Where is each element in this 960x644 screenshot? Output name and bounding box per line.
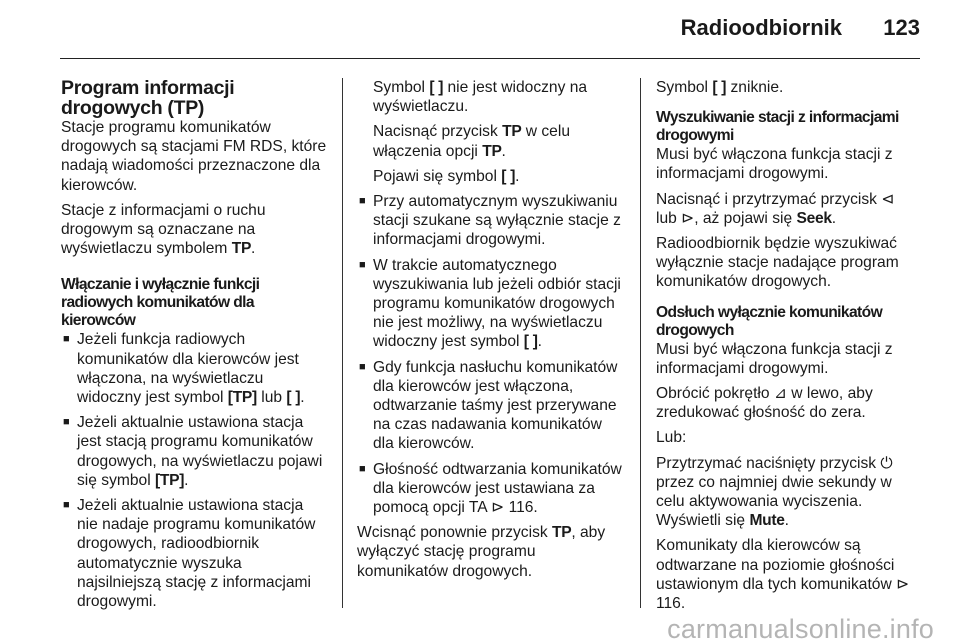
subsection-heading-onoff: Włączanie i wyłącznie funkcji radiowych komunikatów dla kierowców xyxy=(61,276,260,330)
watermark-text: carmanualsonline.info xyxy=(667,613,934,644)
paragraph: Nacisnąć i przytrzymać przycisk ⊲ lub ⊳, aż pojawi się Seek. xyxy=(656,190,895,227)
paragraph: Symbol [ ] nie jest widoczny na wyświetlaczu. xyxy=(373,79,588,116)
column-divider-2 xyxy=(640,78,641,608)
paragraph: Stacje programu komunikatów drogowych są stacjami FM RDS, które nadają wiadomości przeznaczone dla kierowców. xyxy=(61,119,327,194)
page-header xyxy=(0,0,960,64)
list-item: ■ W trakcie automatycznego wyszukiwania lub jeżeli odbiór stacji programu komunikatów drogowych nie jest możliwy, na wyświetlaczu widoczny jest symbol [ ]. xyxy=(357,256,625,352)
paragraph: Przytrzymać naciśnięty przycisk ⏻ przez co najmniej dwie sekundy w celu aktywowania wyciszenia. Wyświetli się Mute. xyxy=(656,454,893,530)
paragraph: Obrócić pokrętło ⊿ w lewo, aby zredukować głośność do zera. xyxy=(656,385,873,422)
paragraph: Stacje z informacjami o ruchu drogowym są oznaczane na wyświetlaczu symbolem TP. xyxy=(61,201,266,258)
list-item: ■ Przy automatycznym wyszukiwaniu stacji szukane są wyłącznie stacje z informacjami drogowymi. xyxy=(357,192,625,250)
paragraph: Pojawi się symbol [ ]. xyxy=(373,167,520,185)
list-item: ■ Jeżeli aktualnie ustawiona stacja nie nadaje programu komunikatów drogowych, radioodbiornik automatycznie wyszuka najsilniejszą stację z informacjami drogowymi. xyxy=(61,496,327,611)
section-heading-tp: Program informacji drogowych (TP) xyxy=(61,77,235,119)
page-title: Radioodbiornik xyxy=(680,15,842,40)
column-divider-1 xyxy=(342,78,343,608)
bullet-list xyxy=(357,192,625,517)
column-1 xyxy=(61,78,327,617)
column-2 xyxy=(357,78,625,587)
paragraph: Wcisnąć ponownie przycisk TP, aby wyłączyć stację programu komunikatów drogowych. xyxy=(357,524,606,580)
list-item: ■ Jeżeli funkcja radiowych komunikatów dla kierowców jest włączona, na wyświetlaczu widoczny jest symbol [TP] lub [ ]. xyxy=(61,330,327,407)
paragraph: Nacisnąć przycisk TP w celu włączenia opcji TP. xyxy=(373,123,570,160)
subsection-heading-search: Wyszukiwanie stacji z informacjami drogowymi xyxy=(656,109,899,145)
paragraph: Lub: xyxy=(656,429,687,447)
page-number: 123 xyxy=(883,15,920,40)
list-item: ■ Jeżeli aktualnie ustawiona stacja jest stacją programu komunikatów drogowych, na wyświetlaczu pojawi się symbol [TP]. xyxy=(61,413,327,490)
paragraph: Symbol [ ] zniknie. xyxy=(656,79,784,96)
paragraph: Komunikaty dla kierowców są odtwarzane na poziomie głośności ustawionym dla tych komunikatów ⊳ 116. xyxy=(656,537,910,613)
subsection-heading-listen: Odsłuch wyłącznie komunikatów drogowych xyxy=(656,303,883,339)
paragraph: Musi być włączona funkcja stacji z informacjami drogowymi. xyxy=(656,340,893,377)
paragraph: Radioodbiornik będzie wyszukiwać wyłącznie stacje nadające program komunikatów drogowych. xyxy=(656,235,899,291)
header-divider xyxy=(60,58,920,59)
paragraph: Musi być włączona funkcja stacji z informacjami drogowymi. xyxy=(656,146,893,183)
column-3 xyxy=(656,78,918,619)
list-item: ■ Gdy funkcja nasłuchu komunikatów dla kierowców jest włączona, odtwarzanie taśmy jest przerywane na czas nadawania komunikatów dla kierowców. xyxy=(357,358,625,454)
bullet-list xyxy=(61,330,327,611)
list-item: ■ Głośność odtwarzania komunikatów dla kierowców jest ustawiana za pomocą opcji TA ⊳ 116. xyxy=(357,460,625,518)
